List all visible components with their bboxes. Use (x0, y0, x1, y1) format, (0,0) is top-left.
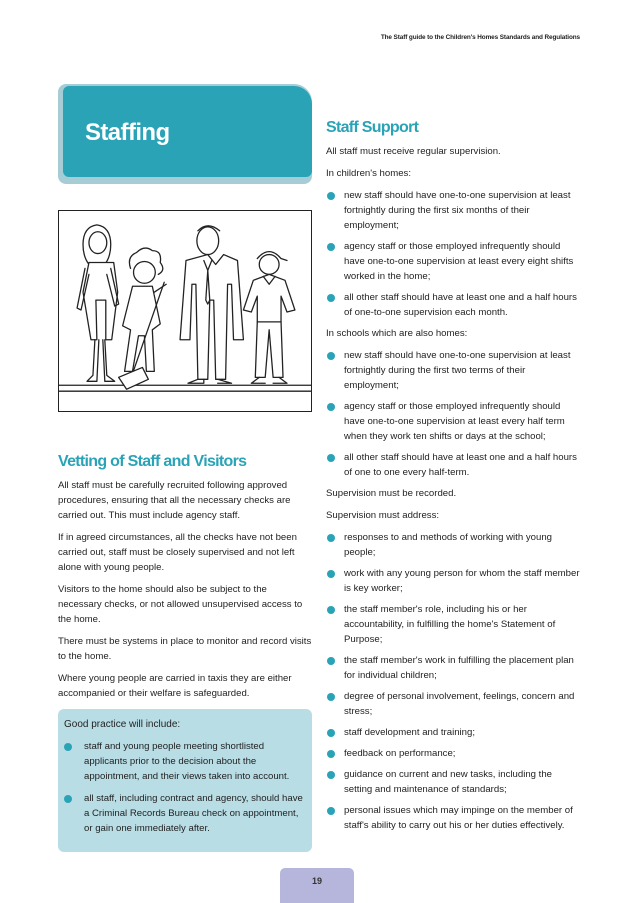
list-item-text: work with any young person for whom the staff member is key worker; (344, 568, 580, 594)
staff-group-illustration (58, 210, 312, 412)
list-item-text: agency staff or those employed infrequently should have one-to-one supervision at least every half term when they work ten shifts or days at the school; (344, 401, 565, 442)
vetting-paragraph: All staff must be carefully recruited following approved procedures, ensuring that all the necessary checks are carried out. This must include agency staff. (58, 480, 291, 521)
list-item-text: responses to and methods of working with young people; (344, 532, 552, 558)
vetting-paragraph: Where young people are carried in taxis they are either accompanied or their welfare is safeguarded. (58, 673, 292, 699)
bullet-dot-icon (327, 534, 335, 542)
figure-cleaner (119, 248, 167, 389)
list-item-text: new staff should have one-to-one supervision at least fortnightly during the first six months of their employment; (344, 190, 571, 231)
banner-panel (63, 86, 312, 177)
bullet-dot-icon (327, 352, 335, 360)
vetting-paragraph: If in agreed circumstances, all the checks have not been carried out, staff must be closely supervised and not left alone with young people. (58, 532, 297, 573)
list-item-text: personal issues which may impinge on the member of staff's ability to carry out his or her duties effectively. (344, 805, 573, 831)
section-banner (58, 84, 312, 184)
list-item (326, 399, 580, 444)
list-item (326, 653, 580, 683)
list-item (326, 348, 580, 393)
section-title: Staffing (85, 119, 170, 146)
bullet-dot-icon (64, 743, 72, 751)
list-item-text: staff and young people meeting shortlisted applicants prior to the decision about the appointment, and their views taken into account. (84, 741, 290, 782)
support-intro: All staff must receive regular supervision. (326, 146, 501, 157)
bullet-dot-icon (327, 807, 335, 815)
good-practice-list (64, 739, 304, 836)
list-item-text: new staff should have one-to-one supervision at least fortnightly during the first two terms of their employment; (344, 350, 571, 391)
list-item (64, 739, 304, 784)
childrens-homes-label: In children's homes: (326, 168, 412, 179)
list-item (326, 290, 580, 320)
page-number: 19 (280, 868, 354, 903)
list-item-text: the staff member's role, including his or her accountability, in fulfilling the home's Statement of Purpose; (344, 604, 556, 645)
list-item-text: degree of personal involvement, feelings, concern and stress; (344, 691, 575, 717)
bullet-dot-icon (327, 454, 335, 462)
bullet-dot-icon (327, 693, 335, 701)
list-item-text: guidance on current and new tasks, including the setting and maintenance of standards; (344, 769, 552, 795)
list-item-text: feedback on performance; (344, 748, 456, 759)
running-header: The Staff guide to the Children's Homes Standards and Regulations (380, 34, 580, 41)
bullet-dot-icon (327, 570, 335, 578)
vetting-paragraph: Visitors to the home should also be subject to the necessary checks, or not allowed unsupervised access to the home. (58, 584, 303, 625)
address-list (326, 530, 580, 833)
left-column (58, 452, 312, 852)
bullet-dot-icon (327, 403, 335, 411)
bullet-dot-icon (327, 192, 335, 200)
list-item (326, 450, 580, 480)
supervision-recorded: Supervision must be recorded. (326, 488, 457, 499)
vetting-heading: Vetting of Staff and Visitors (58, 453, 247, 470)
right-column (326, 118, 580, 839)
bullet-dot-icon (327, 294, 335, 302)
good-practice-title: Good practice will include: (64, 719, 181, 730)
support-heading: Staff Support (326, 119, 419, 136)
list-item (326, 746, 580, 761)
list-item (326, 188, 580, 233)
bullet-dot-icon (327, 606, 335, 614)
bullet-dot-icon (64, 795, 72, 803)
figure-woman-left (77, 225, 119, 381)
bullet-dot-icon (327, 243, 335, 251)
list-item (326, 803, 580, 833)
list-item (326, 602, 580, 647)
good-practice-box (58, 709, 312, 852)
list-item (326, 767, 580, 797)
list-item (326, 239, 580, 284)
schools-label: In schools which are also homes: (326, 328, 468, 339)
bullet-dot-icon (327, 750, 335, 758)
list-item-text: all other staff should have at least one and a half hours of one to one every half-term. (344, 452, 577, 478)
bullet-dot-icon (327, 771, 335, 779)
figure-man-suit (180, 226, 243, 383)
vetting-paragraph: There must be systems in place to monitor and record visits to the home. (58, 636, 312, 662)
list-item-text: all staff, including contract and agency, should have a Criminal Records Bureau check on appointment, or gain one immediately after. (84, 793, 303, 834)
list-item-text: all other staff should have at least one and a half hours of one-to-one supervision each month. (344, 292, 577, 318)
list-item (326, 725, 580, 740)
address-label: Supervision must address: (326, 510, 440, 521)
bullet-dot-icon (327, 729, 335, 737)
schools-list (326, 348, 580, 480)
list-item-text: staff development and training; (344, 727, 476, 738)
list-item-text: agency staff or those employed infrequently should have one-to-one supervision at least every eight shifts worked in the home; (344, 241, 574, 282)
list-item (326, 689, 580, 719)
list-item (326, 566, 580, 596)
list-item (326, 530, 580, 560)
list-item-text: the staff member's work in fulfilling the placement plan for individual children; (344, 655, 574, 681)
childrens-homes-list (326, 188, 580, 320)
list-item (64, 791, 304, 836)
figure-man-cap (243, 252, 294, 384)
bullet-dot-icon (327, 657, 335, 665)
